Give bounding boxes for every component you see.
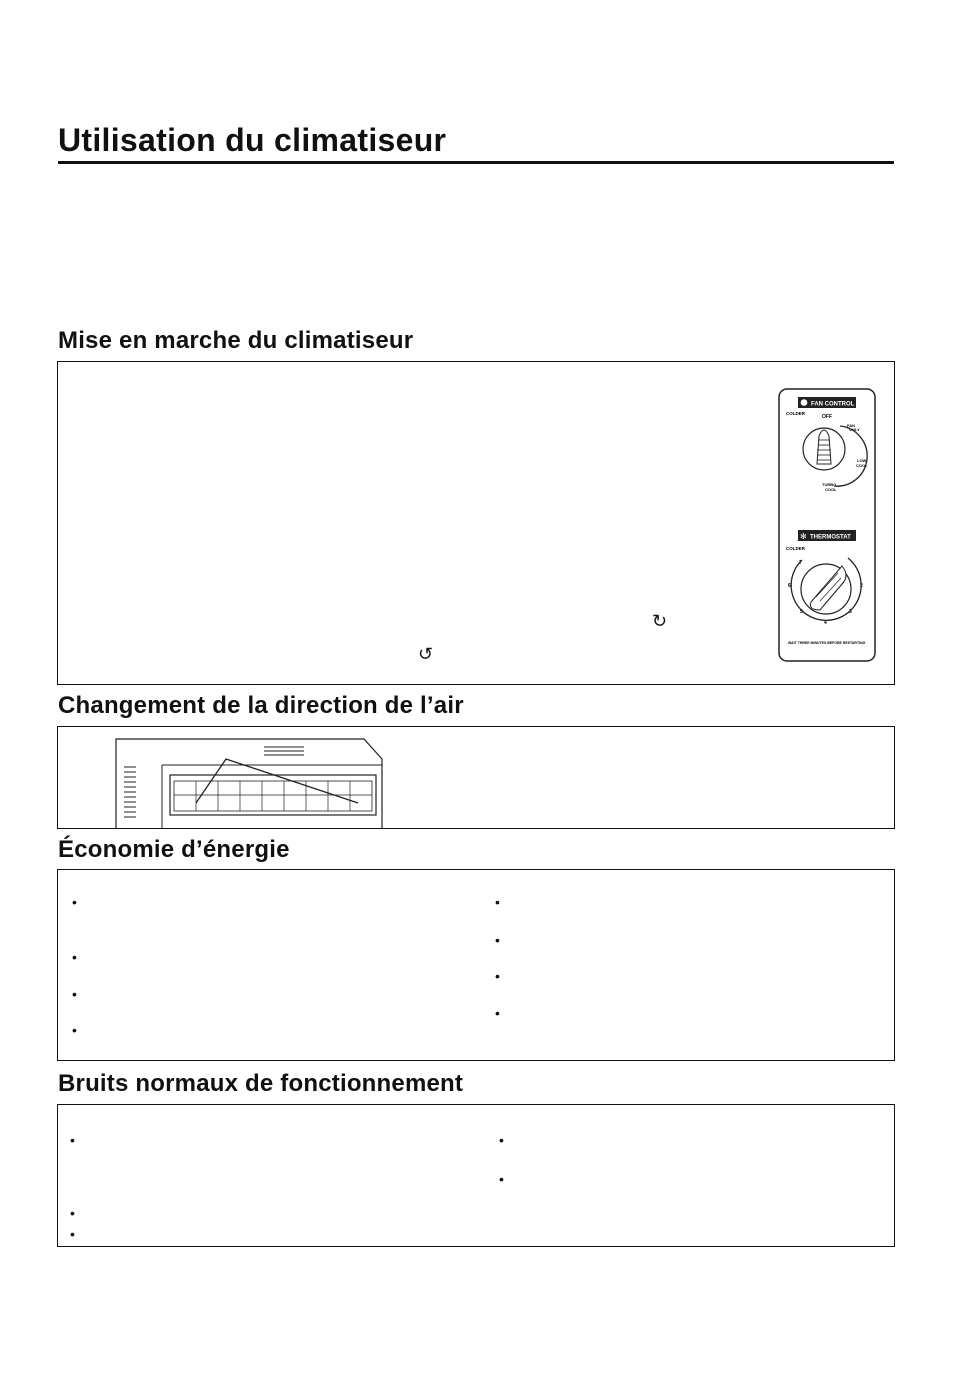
section-heading-energy: Économie d’énergie bbox=[58, 836, 290, 863]
rotate-clockwise-icon: ↻ bbox=[652, 611, 668, 631]
snowflake-icon bbox=[800, 532, 807, 541]
list-item-bullet: • bbox=[70, 1132, 75, 1148]
fan-colder-label: COLDER bbox=[786, 411, 805, 416]
thermo-6: 6 bbox=[788, 583, 791, 589]
list-item-bullet: • bbox=[72, 1022, 77, 1038]
turbo-cool-label-2: COOL bbox=[825, 487, 837, 492]
list-item-bullet: • bbox=[495, 894, 500, 910]
section-box-energy bbox=[57, 869, 895, 1061]
list-item-bullet: • bbox=[70, 1205, 75, 1221]
list-item-bullet: • bbox=[72, 986, 77, 1002]
list-item-bullet: • bbox=[72, 894, 77, 910]
section-heading-airflow: Changement de la direction de l’air bbox=[58, 692, 464, 719]
list-item-bullet: • bbox=[495, 932, 500, 948]
list-item-bullet: • bbox=[495, 968, 500, 984]
rotate-counterclockwise-icon: ↺ bbox=[418, 644, 434, 664]
fan-only-label-2: ONLY bbox=[849, 427, 860, 432]
section-heading-noises: Bruits normaux de fonctionnement bbox=[58, 1070, 464, 1097]
thermo-5: 5 bbox=[800, 609, 803, 615]
thermo-7: 7 bbox=[799, 560, 802, 566]
list-item-bullet: • bbox=[495, 1005, 500, 1021]
page-title: Utilisation du climatiseur bbox=[58, 122, 447, 158]
section-box-noises bbox=[57, 1104, 895, 1247]
section-box-start bbox=[57, 361, 895, 685]
title-rule bbox=[58, 161, 894, 164]
thermostat-label: THERMOSTAT bbox=[810, 534, 851, 541]
turbo-cool-label-1: TURBO bbox=[822, 482, 837, 487]
control-panel-illustration bbox=[778, 388, 876, 667]
thermo-4: 4 bbox=[824, 620, 827, 626]
thermo-colder-label: COLDER bbox=[786, 546, 805, 551]
svg-text:✻: ✻ bbox=[800, 532, 807, 541]
fan-control-label: FAN CONTROL bbox=[811, 401, 855, 408]
list-item-bullet: • bbox=[70, 1226, 75, 1242]
thermo-3: 3 bbox=[849, 609, 852, 615]
list-item-bullet: • bbox=[72, 949, 77, 965]
low-cool-label-2: COOL bbox=[856, 463, 868, 468]
air-conditioner-illustration bbox=[114, 737, 394, 834]
low-cool-label-1: LOW bbox=[857, 458, 867, 463]
fan-only-label-1: FAN bbox=[847, 423, 855, 428]
section-heading-start: Mise en marche du climatiseur bbox=[58, 327, 414, 354]
thermo-2: 2 bbox=[860, 583, 863, 589]
list-item-bullet: • bbox=[499, 1171, 504, 1187]
list-item-bullet: • bbox=[499, 1132, 504, 1148]
section-box-airflow bbox=[57, 726, 895, 829]
restart-warning: WAIT THREE MINUTES BEFORE RESTARTING bbox=[788, 641, 866, 645]
fan-icon bbox=[801, 399, 808, 406]
fan-off-label: OFF bbox=[822, 414, 832, 420]
